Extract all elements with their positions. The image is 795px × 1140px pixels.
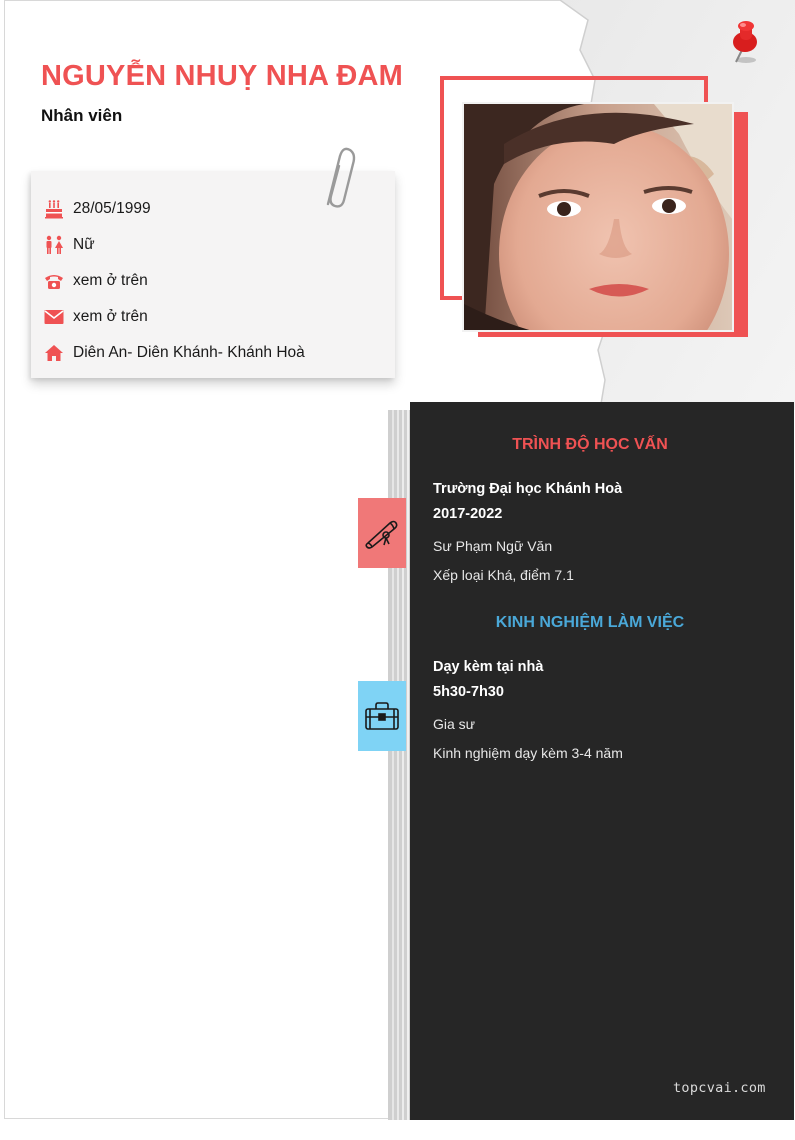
experience-title: KINH NGHIỆM LÀM VIỆC: [495, 614, 685, 631]
gender: Nữ: [73, 236, 95, 253]
education-school: Trường Đại học Khánh Hoà: [433, 481, 623, 497]
contact-row-gender: [43, 233, 95, 257]
experience-description: Kinh nghiệm dạy kèm 3-4 năm: [433, 745, 623, 761]
contact-row-birthday: [43, 197, 151, 221]
diploma-icon: [364, 517, 400, 549]
details-panel: [410, 402, 794, 1120]
contact-row-address: [43, 341, 305, 365]
email: xem ở trên: [73, 308, 148, 325]
experience-company: Dạy kèm tại nhà: [433, 659, 544, 675]
education-tab: [358, 498, 406, 568]
birthday-cake-icon: [43, 199, 65, 219]
paper-clip-icon: [318, 144, 358, 212]
push-pin-icon: [728, 20, 764, 66]
birth-date: 28/05/1999: [73, 200, 151, 217]
profile-photo: [462, 102, 734, 332]
experience-tab: [358, 681, 406, 751]
briefcase-icon: [364, 701, 400, 731]
phone-icon: [43, 271, 65, 291]
gender-icon: [43, 235, 65, 255]
experience-period: 5h30-7h30: [433, 684, 504, 700]
home-icon: [43, 343, 65, 363]
contact-row-phone: [43, 269, 148, 293]
address: Diên An- Diên Khánh- Khánh Hoà: [73, 344, 305, 361]
contact-row-email: [43, 305, 148, 329]
footer-brand: topcvai.com: [673, 1080, 766, 1096]
education-period: 2017-2022: [433, 506, 503, 522]
education-title: TRÌNH ĐỘ HỌC VẤN: [512, 436, 668, 453]
email-icon: [43, 307, 65, 327]
experience-role: Gia sư: [433, 716, 476, 732]
education-result: Xếp loại Khá, điểm 7.1: [433, 567, 574, 583]
education-major: Sư Phạm Ngữ Văn: [433, 538, 553, 554]
job-title: Nhân viên: [41, 106, 123, 125]
phone: xem ở trên: [73, 272, 148, 289]
candidate-name: NGUYỄN NHUỴ NHA ĐAM: [41, 60, 404, 92]
